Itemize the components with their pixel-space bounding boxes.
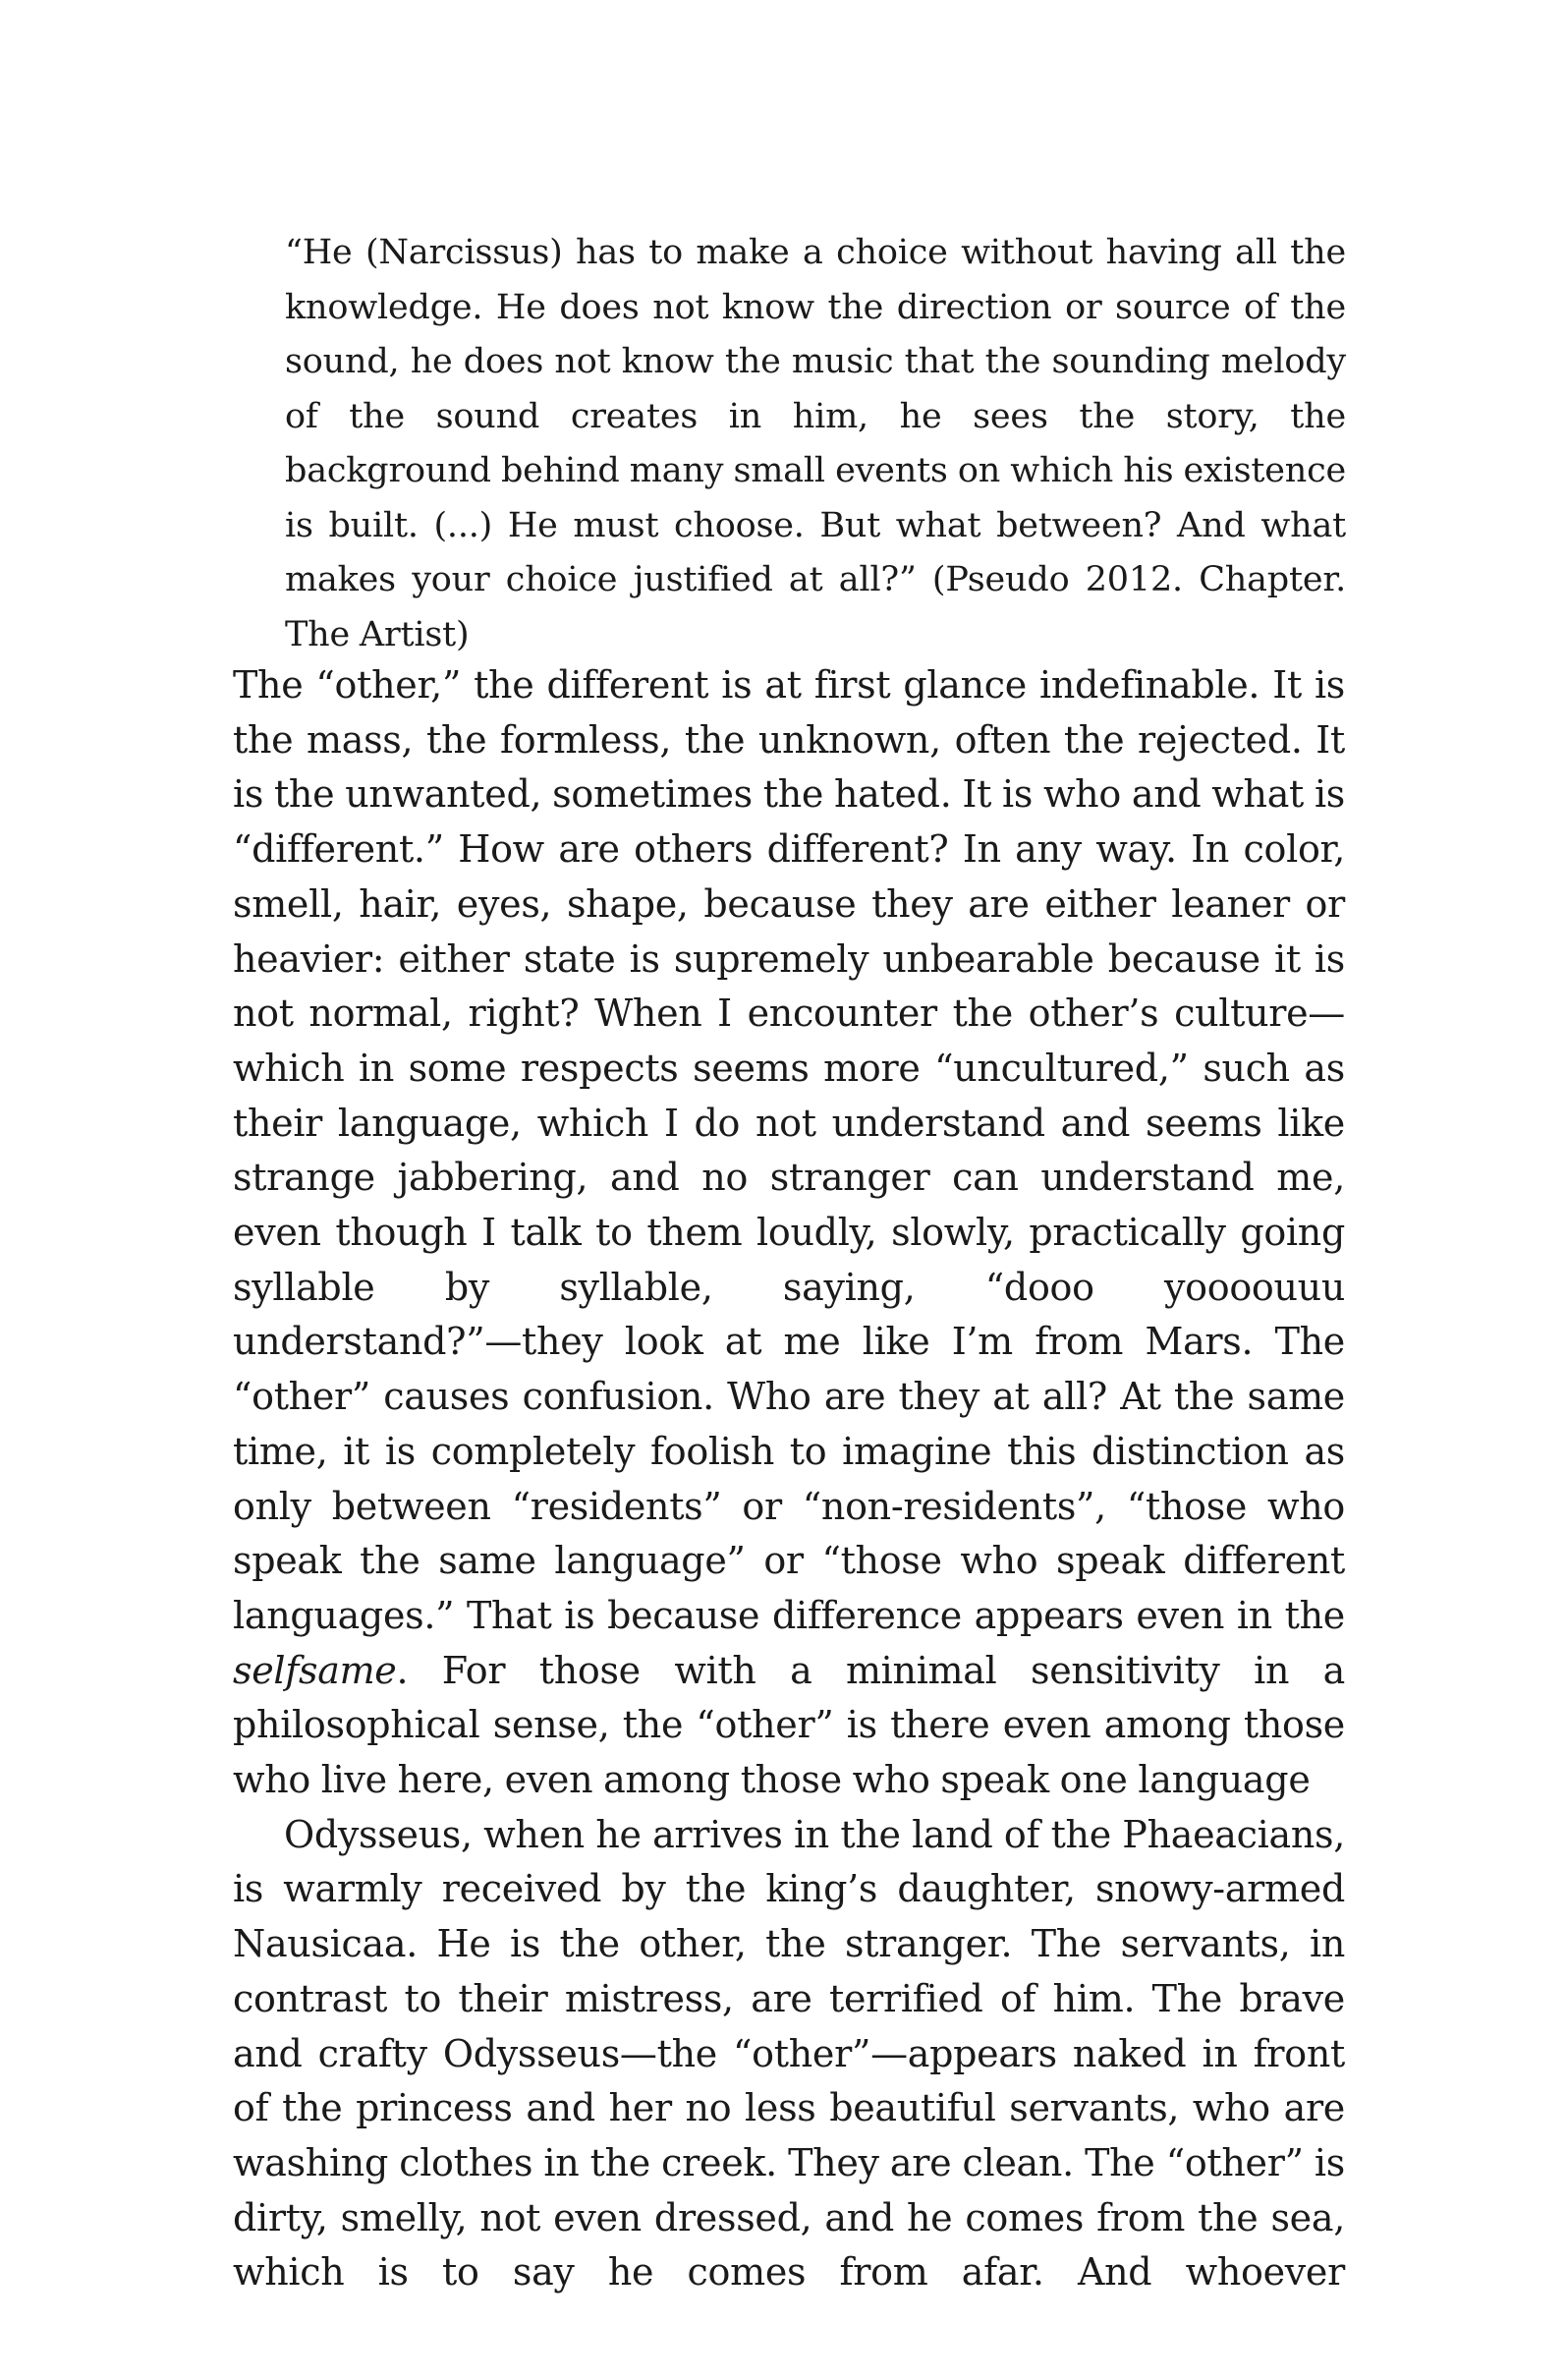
body-text xyxy=(233,658,1345,2300)
block-quote xyxy=(285,226,1346,662)
paragraph-other-text-start: The “other,” the different is at first glance indefinable. It is the mass, the formless, the unknown, often the rejected. It is the unwanted, sometimes the hated. It is who and what is “different.” How are others different? In any way. In color, smell, hair, eyes, shape, because they are either leaner or heavier: either state is supremely unbearable because it is not normal, right? When I encounter the other’s culture—which in some respects seems more “uncultured,” such as their language, which I do not understand and seems like strange jabbering, and no stranger can understand me, even though I talk to them loudly, slowly, practically going syllable by syllable, saying, “dooo yoooouuu understand?”—they look at me like I’m from Mars. The “other” causes confusion. Who are they at all? At the same time, it is completely foolish to imagine this distinction as only between “residents” or “non-residents”, “those who speak the same language” or “those who speak different languages.” That is because difference appears even in the xyxy=(233,663,1345,1637)
italic-selfsame: selfsame xyxy=(233,1648,397,1692)
paragraph-odysseus: Odysseus, when he arrives in the land of the Phaeacians, is warmly received by the king’s daughter, snowy-armed Nausicaa. He is the other, the stranger. The servants, in contrast to their mistress, are terrified of him. The brave and crafty Odysseus—the “other”—appears naked in front of the princess and her no less beautiful servants, who are washing clothes in the creek. They are clean. The “other” is dirty, smelly, not even dressed, and he comes from the sea, which is to say he comes from afar. And whoever xyxy=(233,1812,1345,2295)
quote-paragraph: “He (Narcissus) has to make a choice without having all the knowledge. He does not know the direction or source of the sound, he does not know the music that the sounding melody of the sound creates in him, he sees the story, the background behind many small events on which his existence is built. (...) He must choose. But what between? And what makes your choice justified at all?” (Pseudo 2012. Chapter. The Artist) xyxy=(285,233,1346,654)
paragraph-other xyxy=(233,658,1345,1808)
paragraph-other-text-end: . For those with a minimal sensitivity in a philosophical sense, the “other” is there even among those who live here, even among those who speak one language xyxy=(233,1648,1345,1802)
